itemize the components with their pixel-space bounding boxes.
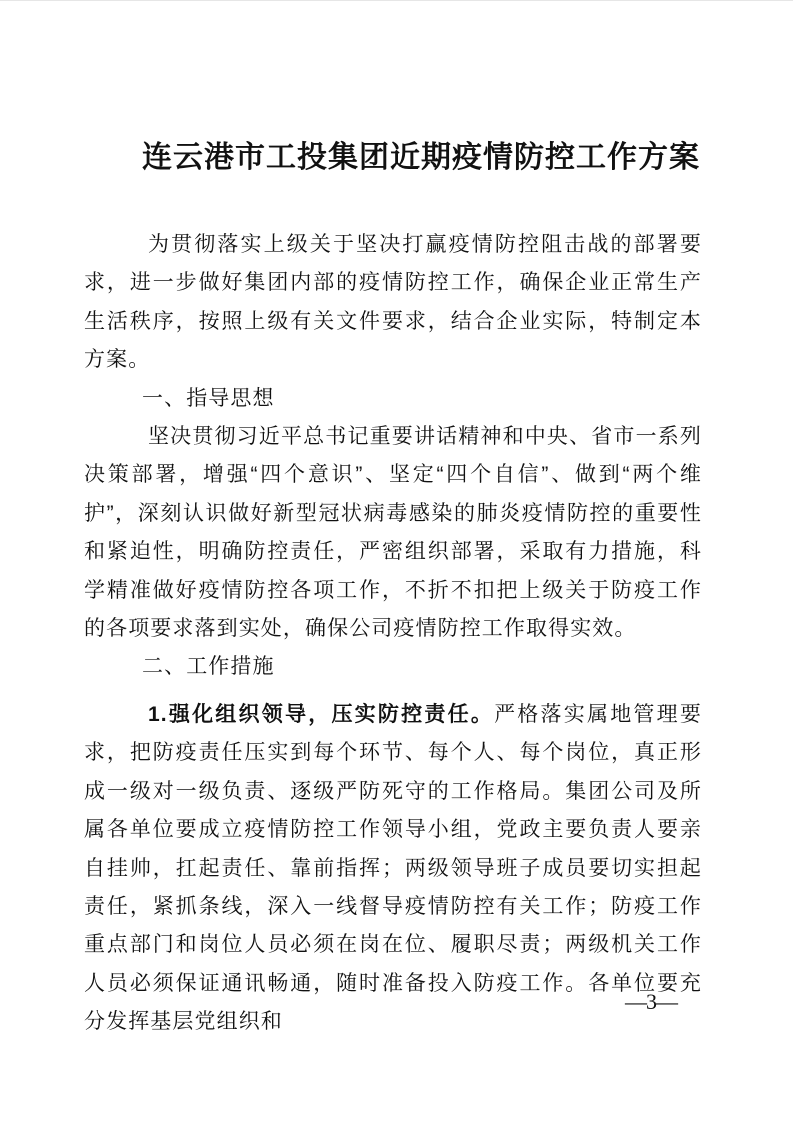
page-number: —3— (625, 989, 677, 1014)
section-heading-guiding-thought: 一、指导思想 (142, 386, 275, 410)
measure-1-lead: 1.强化组织领导，压实防控责任。 (148, 702, 495, 726)
measure-1-body: 严格落实属地管理要求，把防疫责任压实到每个环节、每个人、每个岗位，真正形成一级对一级负责、逐级严防死守的工作格局。集团公司及所属各单位要成立疫情防控工作领导小组，党政主要负责人要亲自挂帅，扛起责任、靠前指挥；两级领导班子成员要切实担起责任，紧抓条线，深入一线督导疫情防控有关工作；防疫工作重点部门和岗位人员必须在岗在位、履职尽责；两级机关工作人员必须保证通讯畅通，随时准备投入防疫工作。各单位要充分发挥基层党组织和 (84, 702, 702, 1034)
measure-1-paragraph (84, 696, 702, 1042)
guiding-thought-paragraph: 坚决贯彻习近平总书记重要讲话精神和中央、省市一系列决策部署，增强“四个意识”、坚定“四个自信”、做到“两个维护”，深刻认识做好新型冠状病毒感染的肺炎疫情防控的重要性和紧迫性，明确防控责任，严密组织部署，采取有力措施，科学精准做好疫情防控各项工作，不折不扣把上级关于防疫工作的各项要求落到实处，确保公司疫情防控工作取得实效。 (84, 425, 702, 641)
document-title: 连云港市工投集团近期疫情防控工作方案 (142, 141, 700, 174)
section-heading-work-measures: 二、工作措施 (142, 655, 275, 679)
document-content (84, 1, 702, 1042)
intro-paragraph: 为贯彻落实上级关于坚决打赢疫情防控阻击战的部署要求，进一步做好集团内部的疫情防控工作，确保企业正常生产生活秩序，按照上级有关文件要求，结合企业实际，特制定本方案。 (84, 233, 702, 372)
